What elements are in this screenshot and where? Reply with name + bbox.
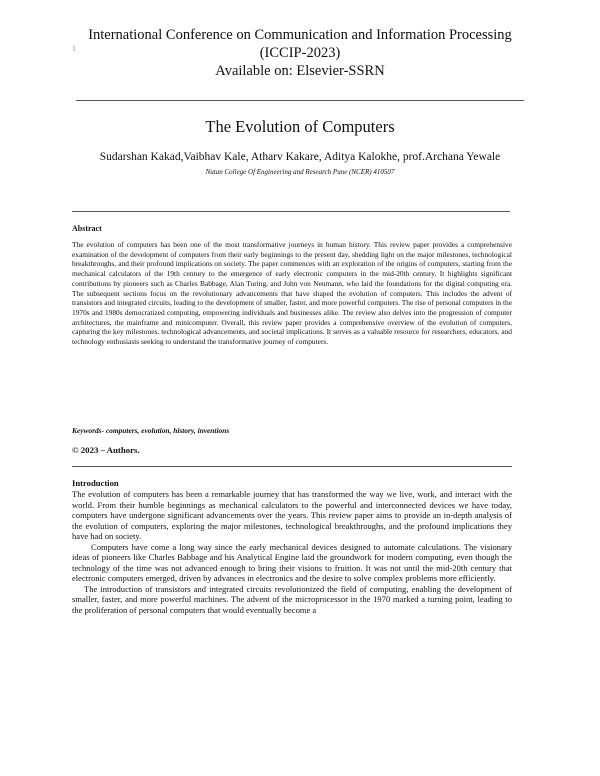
paper-title: The Evolution of Computers [205, 117, 395, 136]
introduction-heading: Introduction [72, 478, 119, 488]
intro-paragraph-3: The introduction of transistors and integrated circuits revolutionized the field of computing, enabling the development of smaller, faster, and more powerful machines. The advent of the microprocessor in the 1970 marked a turning point, leading to the proliferation of personal computers that would eventually become a [72, 583, 512, 615]
header-divider [76, 100, 524, 101]
author-list: Sudarshan Kakad,Vaibhav Kale, Atharv Kakare, Aditya Kalokhe, prof.Archana Yewale [99, 151, 501, 163]
conference-name: International Conference on Communication and Information Processing [88, 27, 512, 43]
publisher-line: Available on: Elsevier-SSRN [215, 63, 385, 79]
copyright: © 2023 – Authors. [72, 445, 140, 455]
conference-acronym: (ICCIP-2023) [259, 45, 341, 61]
abstract-top-divider [72, 211, 510, 212]
affiliation: Nutan College Of Engineering and Research Pune (NCER) 410507 [205, 168, 395, 176]
keywords: Keywords- computers, evolution, history, inventions [72, 426, 230, 435]
abstract-heading: Abstract [72, 224, 102, 233]
introduction-body [72, 489, 512, 615]
intro-paragraph-1: The evolution of computers has been a remarkable journey that has transformed the way we live, work, and interact with the world. From their humble beginnings as mechanical calculators to the powerful and interconnected devices we have today, computers have undergone significant advancements over the years. This review paper aims to provide an in-depth analysis of the evolution of computers, exploring the major milestones, technological breakthroughs, and the profound implications they have had on society. [72, 489, 512, 541]
abstract-bottom-divider [72, 466, 512, 467]
margin-mark: 1 [72, 44, 76, 53]
intro-paragraph-2: Computers have come a long way since the early mechanical devices designed to automate calculations. The visionary ideas of pioneers like Charles Babbage and his Analytical Engine laid the groundwork for modern computing, even though the technology of the time was not advanced enough to bring their visions to fruition. It was not until the mid-20th century that electronic computers emerged, driven by advances in electronics and the desire to solve complex problems more efficiently. [72, 541, 512, 583]
abstract-text: The evolution of computers has been one of the most transformative journeys in human history. This review paper provides a comprehensive examination of the development of computers from their early beginnings to the present day, shedding light on the major milestones, technological breakthroughs, and their profound implications on society. The paper commences with an exploration of the origins of computers, starting from the mechanical calculators of the 19th century to the emergence of early electronic computers in the mid-20th century. It highlights significant contributions by pioneers such as Charles Babbage, Alan Turing, and John von Neumann, who laid the foundations for the digital computing era. The subsequent sections focus on the revolutionary advancements that have shaped the evolution of computers. This includes the advent of transistors and integrated circuits, leading to the development of smaller, faster, and more powerful computers. The rise of personal computers in the 1970s and 1980s democratized computing, empowering individuals and businesses alike. The review also delves into the progression of computer architectures, the mainframe and minicomputer. Overall, this review paper provides a comprehensive overview of the evolution of computers, capturing the key milestones, technological advancements, and societal implications. It serves as a valuable resource for researchers, educators, and technology enthusiasts seeking to understand the transformative journey of computers. [72, 240, 512, 347]
